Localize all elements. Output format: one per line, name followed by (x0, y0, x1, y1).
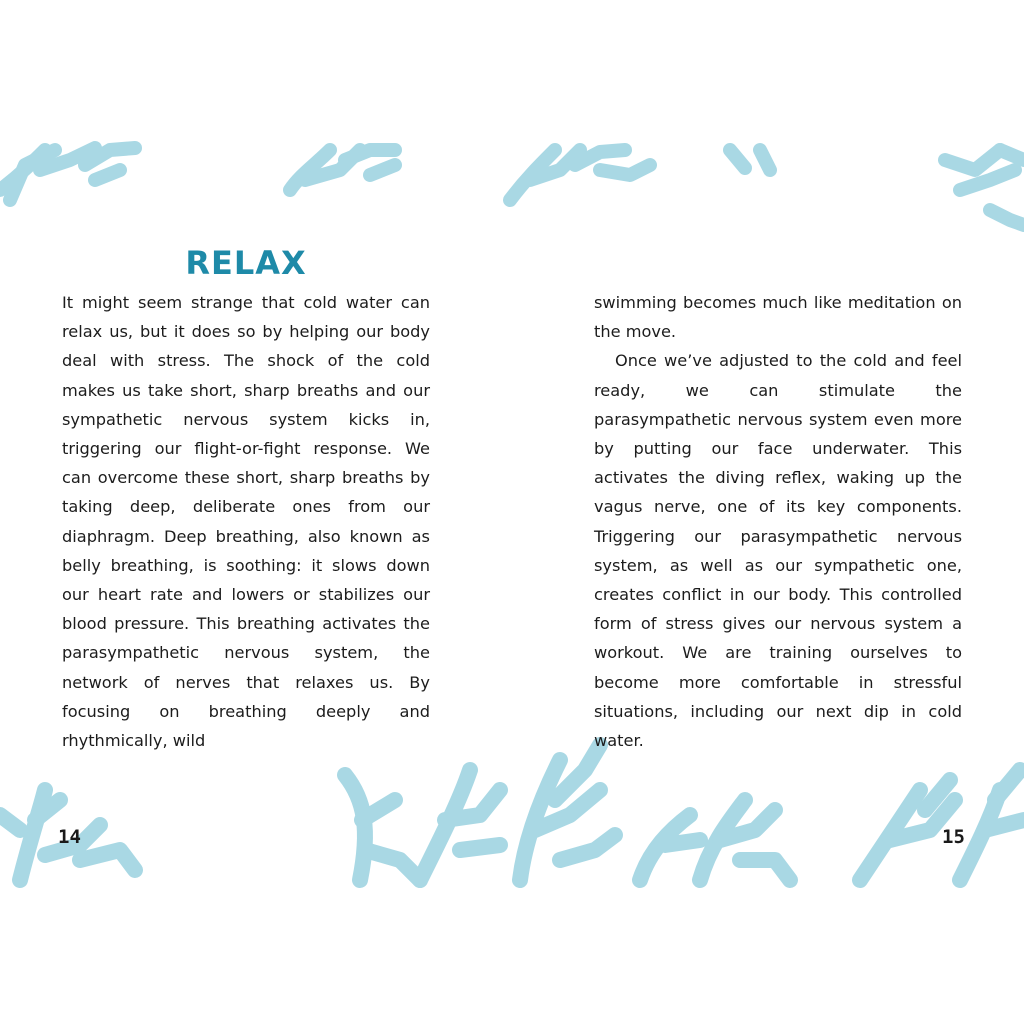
page-number-left: 14 (58, 826, 81, 848)
right-paragraph-1: swimming becomes much like meditation on the move. (594, 293, 962, 342)
seaweed-bottom-border (0, 745, 1024, 880)
right-paragraph-2: Once we’ve adjusted to the cold and feel ready, we can stimulate the parasympathetic nervous system even more by putting our face underwater. This activates the diving reflex, waking up the vagus nerve, one of its key components. Triggering our parasympathetic nervous system, as well as our sympathetic one, creates conflict in our body. This controlled form of stress gives our nervous system a workout. We are training ourselves to become more comfortable in stressful situations, including our next dip in cold water. (594, 351, 962, 751)
left-paragraph: It might seem strange that cold water can relax us, but it does so by helping our body deal with stress. The shock of the cold makes us take short, sharp breaths and our sympathetic nervous system kicks in, triggering our flight-or-fight response. We can overcome these short, sharp breaths by taking deep, deliberate ones from our diaphragm. Deep breathing, also known as belly breathing, is soothing: it slows down our heart rate and lowers or stabilizes our blood pressure. This breathing activates the parasympathetic nervous system, the network of nerves that relaxes us. By focusing on breathing deeply and rhythmically, wild (62, 293, 430, 751)
left-page-body (62, 288, 430, 755)
right-page-body (594, 288, 962, 755)
page-heading: RELAX (185, 244, 307, 282)
seaweed-top-border (0, 148, 1024, 225)
page-number-right: 15 (942, 826, 965, 848)
